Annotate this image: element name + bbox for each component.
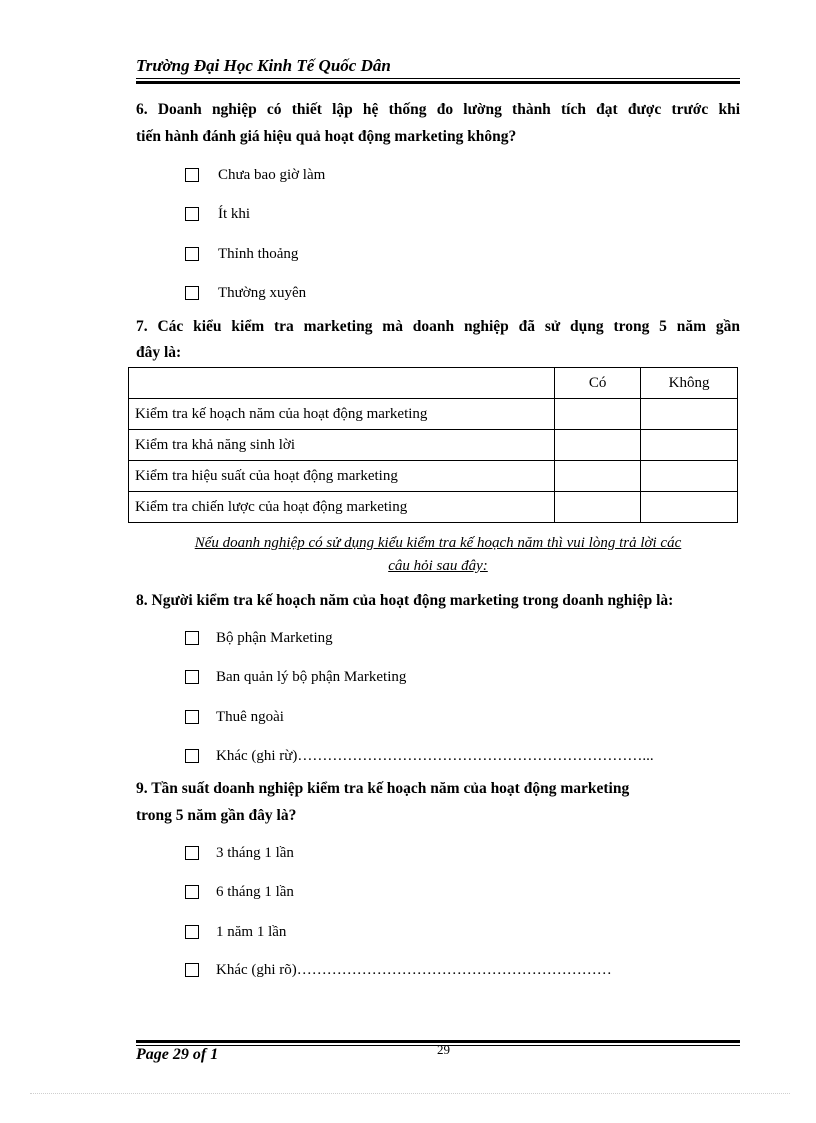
question-7-line-2: đây là: <box>136 344 182 361</box>
option-label: Thuê ngoài <box>216 708 284 725</box>
checkbox[interactable] <box>185 168 199 182</box>
option-label: Thường xuyên <box>218 284 307 301</box>
column-header-no: Không <box>641 368 738 399</box>
q6-option-3[interactable] <box>185 244 298 264</box>
cell-no[interactable] <box>641 399 738 430</box>
table-row <box>129 430 738 461</box>
checkbox[interactable] <box>185 885 199 899</box>
q6-option-1[interactable] <box>185 165 325 185</box>
checkbox[interactable] <box>185 631 199 645</box>
row-label: Kiểm tra chiến lược của hoạt động marketing <box>129 492 555 523</box>
cell-yes[interactable] <box>555 492 641 523</box>
option-label: Thỉnh thoảng <box>218 245 299 262</box>
checkbox[interactable] <box>185 247 199 261</box>
instruction-note-line-1: Nếu doanh nghiệp có sử dụng kiểu kiểm tra kế hoạch năm thì vui lòng trả lời các <box>194 535 682 551</box>
option-label: Chưa bao giờ làm <box>218 166 326 183</box>
question-7-text <box>136 313 740 340</box>
table-row <box>129 461 738 492</box>
q6-option-4[interactable] <box>185 283 306 303</box>
option-label: Khác (ghi rõ)……………………………………………………… <box>216 961 612 978</box>
q8-option-4[interactable] <box>185 746 654 766</box>
table-header-row <box>129 368 738 399</box>
table-row <box>129 492 738 523</box>
option-label: 6 tháng 1 lần <box>216 883 294 900</box>
option-label: Bộ phận Marketing <box>216 629 333 646</box>
question-8-line-1: 8. Người kiểm tra kế hoạch năm của hoạt động marketing trong doanh nghiệp là: <box>136 592 674 609</box>
question-7-line-1: 7. Các kiểu kiểm tra marketing mà doanh nghiệp đã sử dụng trong 5 năm gần <box>136 318 740 335</box>
q8-option-3[interactable] <box>185 707 284 727</box>
checkbox[interactable] <box>185 710 199 724</box>
q9-option-3[interactable] <box>185 922 286 942</box>
cell-yes[interactable] <box>555 430 641 461</box>
column-header-yes: Có <box>555 368 641 399</box>
question-6-text <box>136 96 740 123</box>
cell-no[interactable] <box>641 492 738 523</box>
row-label: Kiểm tra kế hoạch năm của hoạt động marketing <box>129 399 555 430</box>
cell-yes[interactable] <box>555 461 641 492</box>
question-9-line-1: 9. Tần suất doanh nghiệp kiểm tra kế hoạch năm của hoạt động marketing <box>136 780 630 797</box>
question-8-text <box>136 587 740 614</box>
option-label: Ít khi <box>218 205 251 222</box>
q9-option-1[interactable] <box>185 843 294 863</box>
header-rule-thick <box>136 81 740 84</box>
checkbox[interactable] <box>185 207 199 221</box>
q6-option-2[interactable] <box>185 204 250 224</box>
page-header-title: Trường Đại Học Kinh Tế Quốc Dân <box>136 56 391 75</box>
marketing-audit-table <box>128 367 738 523</box>
page-number: 29 <box>437 1042 450 1057</box>
checkbox[interactable] <box>185 670 199 684</box>
question-9-line-2: trong 5 năm gần đây là? <box>136 807 297 824</box>
q8-option-2[interactable] <box>185 667 406 687</box>
question-7-text-cont <box>136 339 740 366</box>
question-6-line-2: tiến hành đánh giá hiệu quả hoạt động marketing không? <box>136 128 517 145</box>
question-9-text <box>136 775 740 829</box>
option-label: 1 năm 1 lần <box>216 923 287 940</box>
row-label: Kiểm tra khả năng sinh lời <box>129 430 555 461</box>
cell-no[interactable] <box>641 461 738 492</box>
question-6-text-cont <box>136 123 740 150</box>
checkbox[interactable] <box>185 925 199 939</box>
option-label: Khác (ghi rừ)……………………………………………………………... <box>216 747 654 764</box>
checkbox[interactable] <box>185 963 199 977</box>
table-row <box>129 399 738 430</box>
row-label: Kiểm tra hiệu suất của hoạt động marketing <box>129 461 555 492</box>
footer-page-label: Page 29 of 1 <box>136 1046 219 1063</box>
option-label: Ban quản lý bộ phận Marketing <box>216 668 407 685</box>
instruction-note <box>136 532 740 578</box>
page-bottom-border <box>30 1093 790 1094</box>
q9-option-2[interactable] <box>185 882 294 902</box>
checkbox[interactable] <box>185 749 199 763</box>
cell-no[interactable] <box>641 430 738 461</box>
option-label: 3 tháng 1 lần <box>216 844 294 861</box>
cell-yes[interactable] <box>555 399 641 430</box>
q9-option-4[interactable] <box>185 960 612 980</box>
instruction-note-line-2: câu hỏi sau đây: <box>388 558 488 574</box>
header-rule-thin <box>136 78 740 79</box>
question-6-line-1: 6. Doanh nghiệp có thiết lập hệ thống đo lường thành tích đạt được trước khi <box>136 101 740 118</box>
q8-option-1[interactable] <box>185 628 333 648</box>
checkbox[interactable] <box>185 286 199 300</box>
checkbox[interactable] <box>185 846 199 860</box>
table-header-blank <box>129 368 555 399</box>
